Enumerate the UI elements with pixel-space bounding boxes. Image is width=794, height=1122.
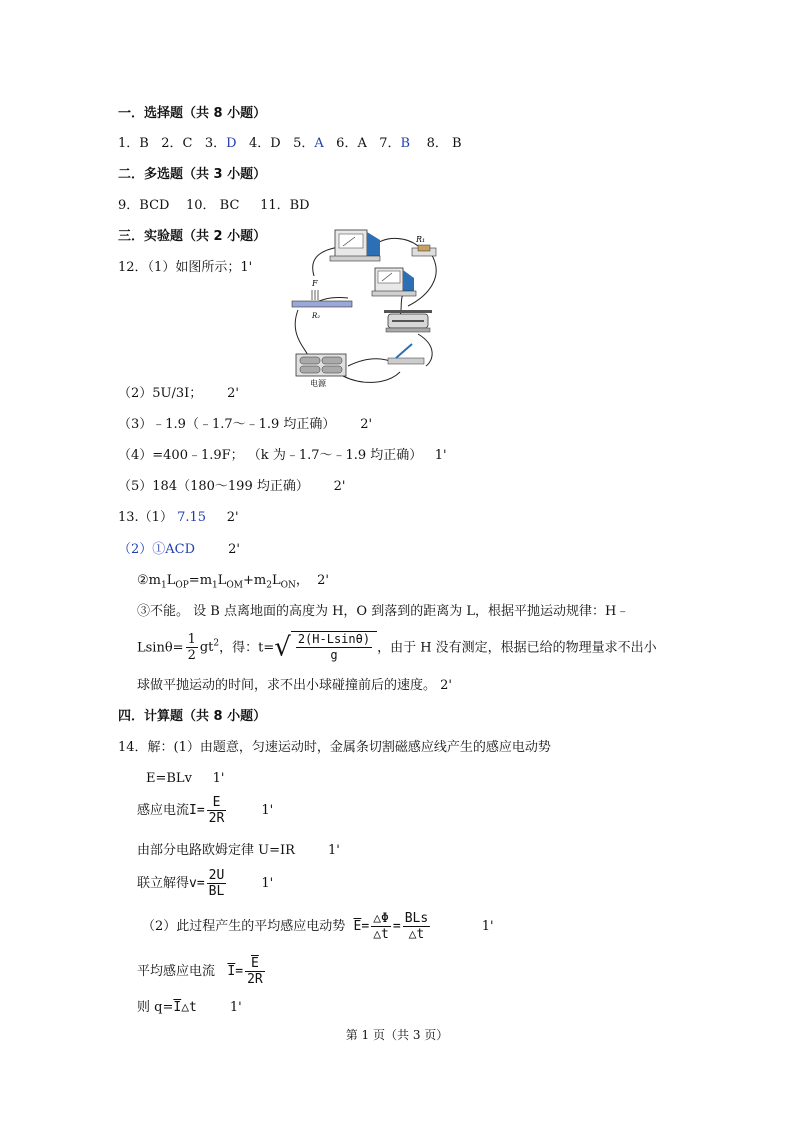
answer-q10: 10． BC: [185, 198, 240, 213]
section-heading-experiment: 三．实验题（共 2 小题）: [118, 229, 267, 244]
answer-q4: 4．D: [248, 136, 281, 151]
q13-gt2: $gt^2$: [199, 639, 220, 656]
answer-q7-num: 7．: [379, 136, 401, 151]
frac-dt: △t: [373, 927, 389, 942]
page-footer: 第 1 页（共 3 页）: [345, 1028, 449, 1042]
q14-v-eq: v=: [189, 876, 205, 891]
q13-part1: [118, 510, 239, 526]
circuit-diagram: [288, 226, 438, 388]
rheostat-icon: [384, 310, 432, 332]
q14-avg-current-label: 平均感应电流: [137, 964, 216, 979]
half-den: 2: [187, 648, 196, 664]
q14-charge-label: 则 q=: [137, 1000, 174, 1015]
q14-velocity: [137, 867, 273, 901]
frac-ebar: $\overline{E}$: [245, 956, 265, 972]
q14-eq1: =: [361, 919, 370, 934]
q13-momentum-eq: $②m_1L_{OP}=m_1L_{OM}+m_2L_{ON}$，: [137, 573, 309, 591]
q12-part2-score: 2': [227, 386, 239, 401]
frac-2r-b: 2R: [247, 972, 263, 987]
multi-answers-row: [118, 198, 310, 214]
q14-emf-eq: E=BLv: [146, 771, 192, 786]
ammeter-icon: [372, 268, 416, 296]
q13-cannot-text: ，由于 H 没有测定，根据已给的物理量求不出小: [377, 640, 657, 656]
answer-q1: 1．B: [118, 136, 149, 151]
q12-part4-score: 1': [434, 448, 447, 463]
answer-q7: B: [400, 136, 411, 151]
answer-q3: D: [226, 136, 237, 151]
q12-part2-text: （2）5U/3I；: [118, 386, 203, 401]
section-heading-calc: 四．计算题（共 8 小题）: [118, 709, 267, 724]
q12-part5-score: 2': [333, 479, 346, 494]
q13-part2-score: 2': [228, 542, 240, 557]
q14-intro: 14．解：(1）由题意，匀速运动时，金属条切割磁感应线产生的感应电动势: [118, 740, 551, 755]
q14-ibar: $\overline{I}$: [227, 964, 236, 979]
q14-current: [137, 794, 273, 828]
q13-part3-score: 2': [317, 573, 330, 588]
frac-2r: 2R: [208, 811, 225, 826]
q12-part4: [118, 448, 447, 464]
q12-part4-text: （4）=400﹣1.9F； （k 为﹣1.7～﹣1.9 均正确）: [118, 448, 423, 463]
q12-part5-text: （5）184（180～199 均正确）: [118, 479, 309, 494]
q12-part3-score: 2': [360, 417, 373, 432]
q13-part4-line3: 球做平抛运动的时间，求不出小球碰撞前后的速度。 2': [137, 678, 452, 693]
frac-e: E: [207, 795, 227, 811]
answer-q2: 2．C: [161, 136, 193, 151]
q12-part1: 12．（1）如图所示；1': [118, 260, 253, 275]
label-force: F: [312, 279, 318, 288]
q13-half-fraction: [186, 632, 198, 663]
q14-ohm-score: 1': [327, 843, 340, 858]
answer-q11: 11．BD: [260, 198, 310, 213]
q14-velocity-score: 1': [261, 876, 274, 891]
q13-lsin-text: Lsinθ=: [137, 640, 184, 656]
q13-part2-label: （2）①ACD: [118, 542, 196, 557]
answer-q3-num: 3．: [204, 136, 227, 151]
q14-current-label: 感应电流: [137, 803, 190, 818]
q13-sqrt-expression: √ $\frac{2(H-Lsin\theta)}{g}$: [274, 631, 377, 664]
q13-part2: [118, 542, 240, 558]
resistor-r1-icon: [412, 235, 436, 256]
section-heading-multi: 二．多选题（共 3 小题）: [118, 167, 267, 182]
q14-avg-emf: [142, 910, 494, 944]
q14-avg-emf-label: （2）此过程产生的平均感应电动势: [142, 919, 346, 934]
frac-bl: BL: [208, 884, 225, 899]
q13-part1-score: 2': [226, 510, 239, 525]
section-heading-choice: 一．选择题（共 8 小题）: [118, 106, 267, 121]
q14-ibar-2: $\overline{I}$: [173, 1000, 182, 1015]
q14-velocity-fraction: [207, 868, 227, 899]
q14-eq3: =: [235, 964, 244, 979]
q13-part4-line2: [137, 628, 657, 664]
half-num: 1: [187, 632, 196, 648]
frac-dt2: △t: [408, 927, 425, 942]
answer-q5-num: 5．: [293, 136, 315, 151]
q13-part4-line1: ③不能。 设 B 点离地面的高度为 H，O 到落到的距离为 L，根据平抛运动规律：H﹣: [137, 604, 630, 619]
label-power: 电源: [310, 379, 326, 388]
answer-q8: 8． B: [426, 136, 462, 151]
frac-dphi: △Φ: [373, 911, 389, 926]
q14-avg-current-fraction: [245, 956, 265, 987]
q14-dphi-fraction: [371, 911, 391, 942]
answer-q9: 9．BCD: [118, 198, 170, 213]
q14-eq2: =: [392, 919, 401, 934]
frac-2u: 2U: [208, 868, 225, 883]
answer-q5: A: [314, 136, 324, 151]
q12-part2: [118, 386, 239, 402]
q14-charge-score: 1': [229, 1000, 242, 1015]
q14-avg-emf-score: 1': [481, 919, 494, 934]
voltmeter-icon: [330, 230, 380, 261]
label-r1: R₁: [416, 235, 426, 244]
q12-part3: [118, 417, 372, 433]
q14-current-score: 1': [261, 803, 274, 818]
mc-answers-row: [118, 136, 462, 152]
battery-icon: [296, 354, 346, 388]
q14-emf-score: 1': [212, 771, 225, 786]
q14-avg-current: [137, 955, 267, 989]
q14-charge: [137, 1000, 242, 1016]
q12-part5: [118, 479, 346, 495]
answer-q6: 6．A: [336, 136, 367, 151]
q14-ebar: $\overline{E}$: [353, 919, 362, 934]
switch-icon: [388, 344, 424, 364]
q14-current-fraction: [207, 795, 227, 826]
q13-part3: [137, 573, 329, 594]
q13-part1-label: 13.（1）: [118, 510, 173, 525]
q14-velocity-label: 联立解得: [137, 876, 190, 891]
label-r2: R₂: [312, 312, 321, 320]
q14-ohm-eq: 由部分电路欧姆定律 U=IR: [137, 843, 295, 858]
frac-bls: BLs: [404, 911, 429, 926]
q14-bls-fraction: [403, 911, 430, 942]
q14-ohm: [137, 843, 340, 859]
q14-emf: [146, 771, 224, 787]
q13-de-text: ，得：t=: [219, 640, 275, 656]
q14-i-eq: I=: [189, 803, 205, 818]
q14-dt: △t: [181, 1000, 197, 1015]
sqrt-num: 2(H-Lsinθ): [297, 632, 371, 647]
sqrt-den: g: [330, 648, 338, 663]
q13-part1-value: 7.15: [177, 510, 207, 525]
q12-part3-text: （3）﹣1.9（﹣1.7～﹣1.9 均正确）: [118, 417, 336, 432]
